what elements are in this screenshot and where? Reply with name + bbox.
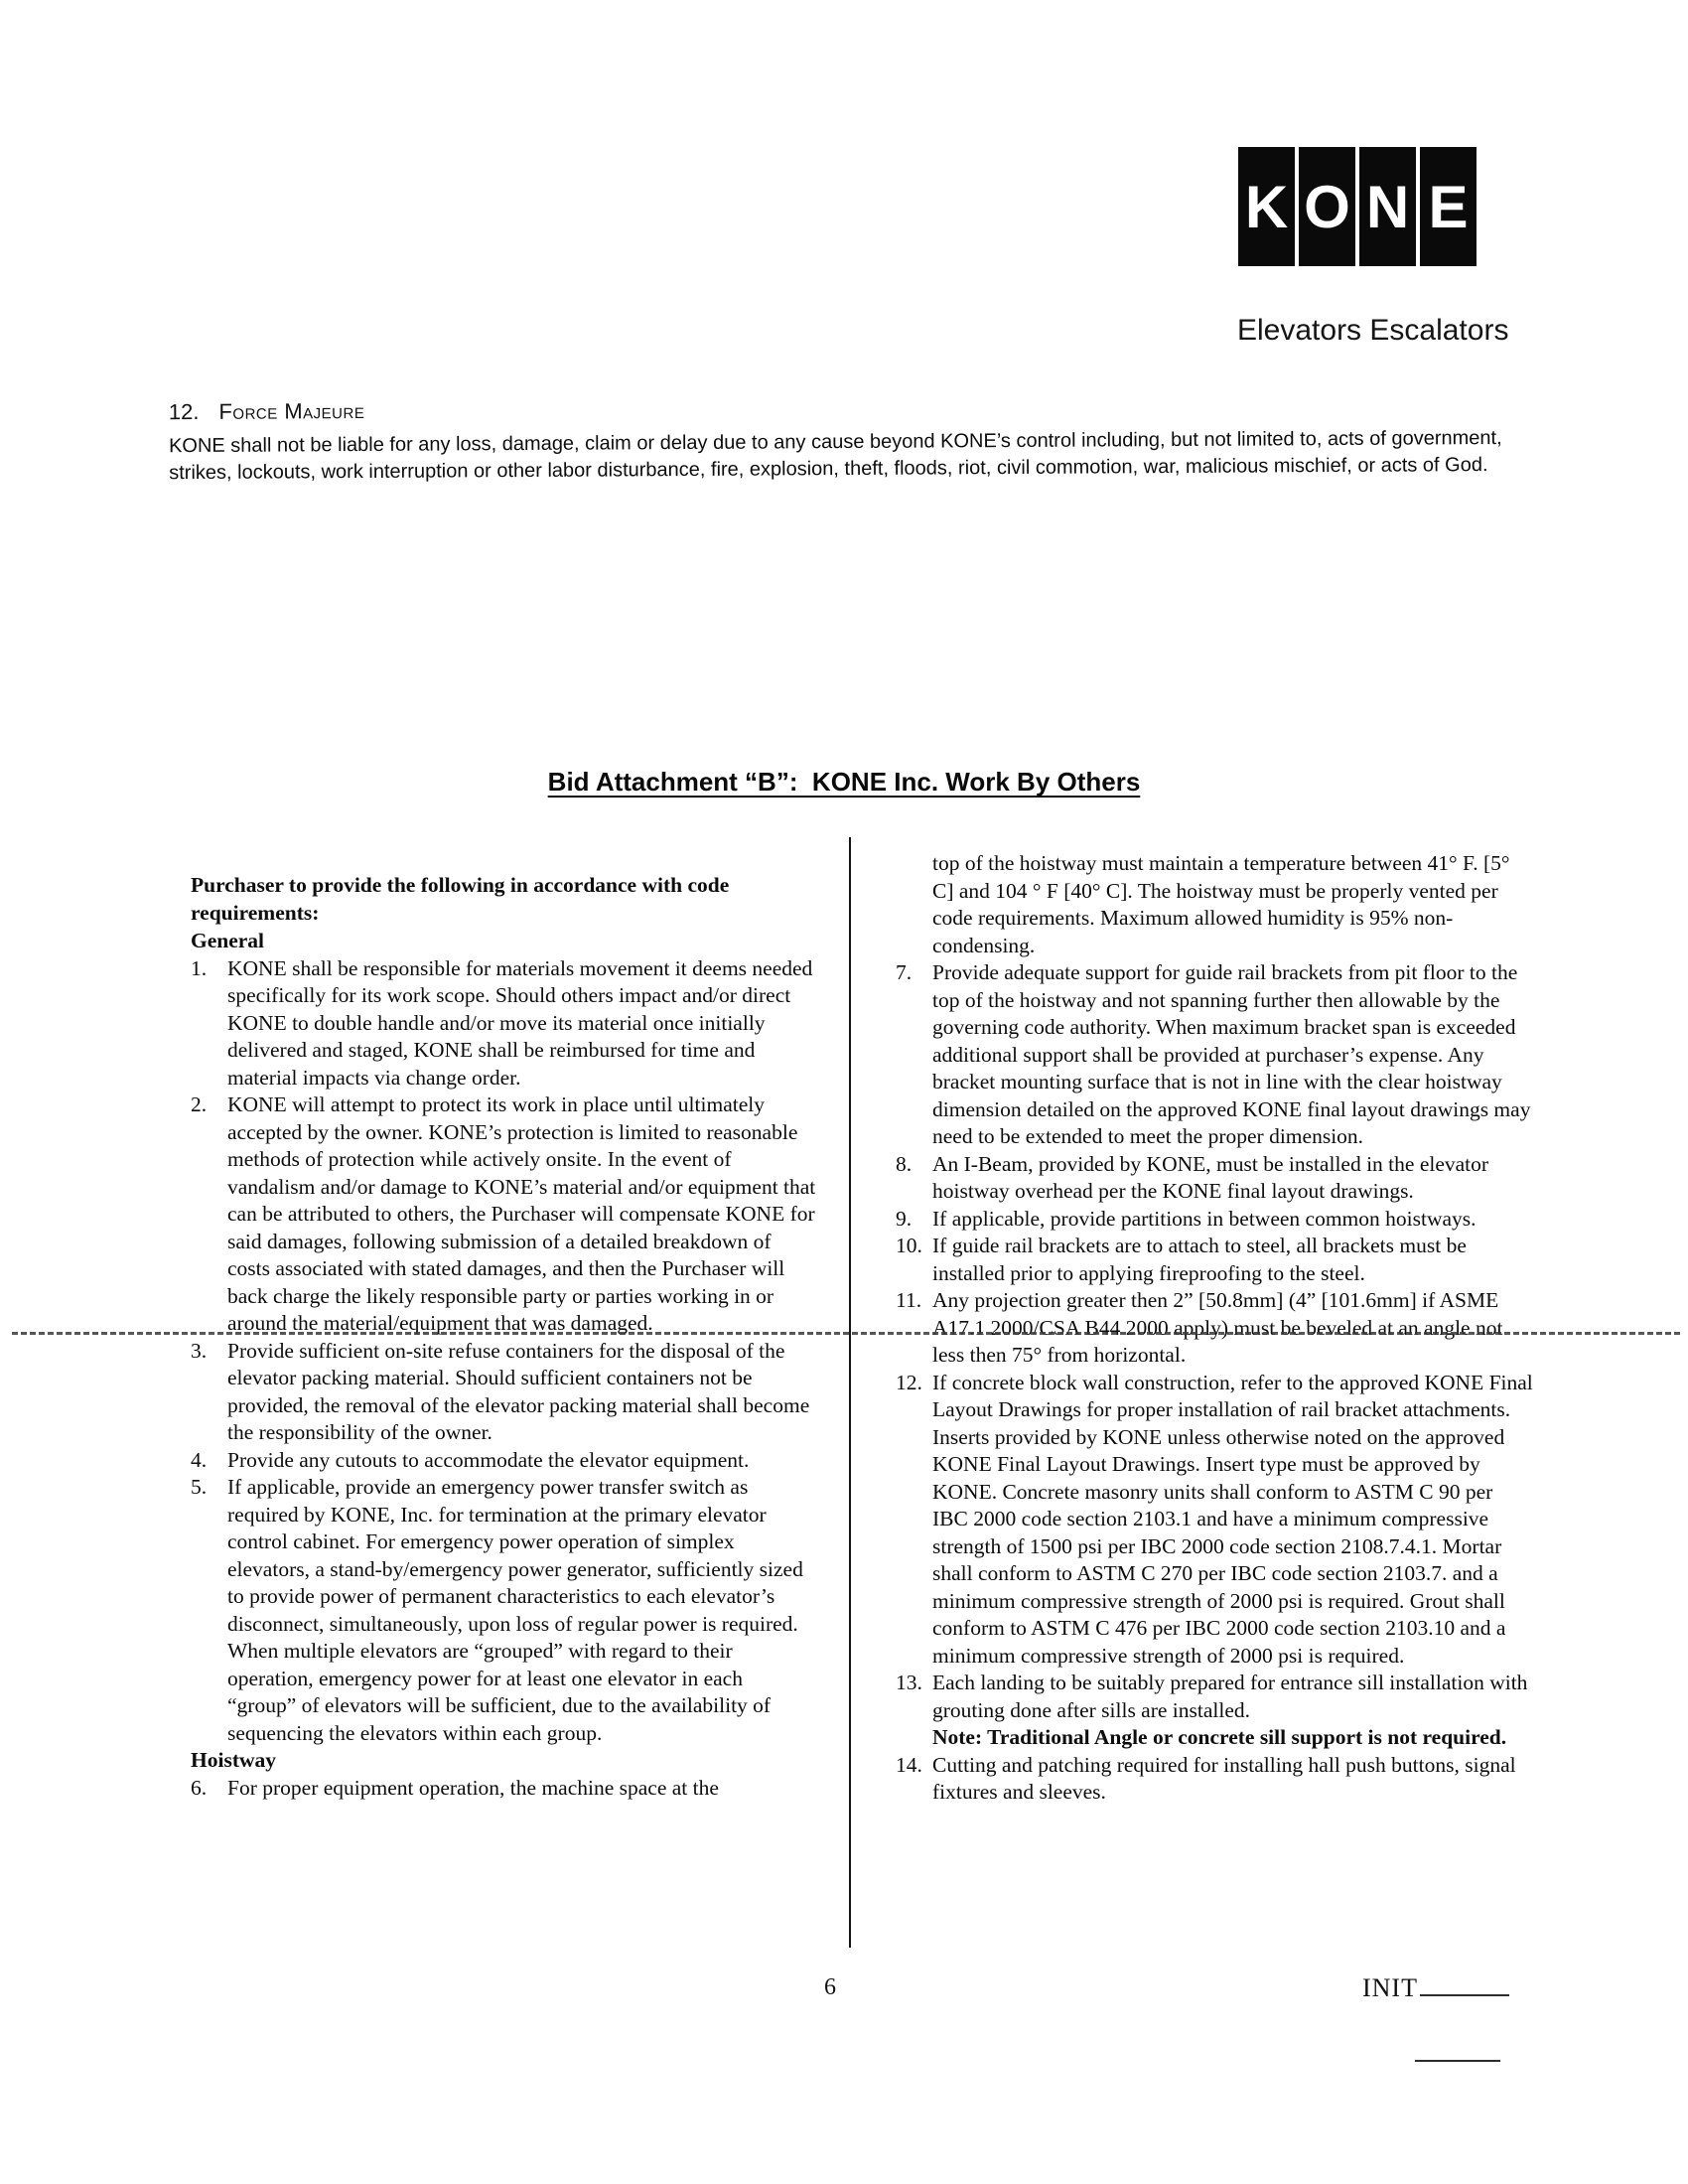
- right-column-items: [896, 850, 1533, 1807]
- logo-tagline: Elevators Escalators: [1237, 314, 1509, 347]
- logo-letter: K: [1244, 173, 1289, 240]
- item-text: Any projection greater then 2” [50.8mm] (4” [101.6mm] if ASME A17.1 2000/CSA B44 2000 apply) must be beveled at an angle not less then 75° from horizontal.: [932, 1288, 1503, 1367]
- list-item: [191, 1775, 816, 1803]
- item-number: 13.: [896, 1671, 922, 1694]
- force-majeure-section: [169, 391, 1535, 487]
- left-column-items: [191, 928, 816, 1802]
- item-note: Note: Traditional Angle or concrete sill support is not required.: [932, 1725, 1507, 1749]
- list-item: [191, 1092, 816, 1338]
- initials-blank-line: [1420, 1970, 1509, 1996]
- item-text: Cutting and patching required for installing hall push buttons, signal fixtures and sleeves.: [932, 1752, 1516, 1804]
- item-text: If applicable, provide partitions in between common hoistways.: [932, 1206, 1477, 1231]
- list-item: [896, 1752, 1533, 1807]
- force-majeure-heading: [169, 391, 1534, 425]
- item-text: Provide sufficient on-site refuse containers for the disposal of the elevator packing material. Should sufficient containers not be provided, the removal of the elevator packing material shall become the responsibility of the owner.: [227, 1338, 810, 1444]
- page-title: Bid Attachment “B”: KONE Inc. Work By Others: [547, 767, 1141, 797]
- list-item: [191, 1474, 816, 1747]
- logo-letter-block: [1420, 147, 1477, 266]
- item-text: KONE shall be responsible for materials movement it deems needed specifically for its work scope. Should others impact and/or direct KONE to double handle and/or move its material once initially delivered and staged, KONE shall be reimbursed for time and material impacts via change order.: [227, 955, 813, 1090]
- item-number: 2.: [191, 1092, 208, 1116]
- page-number: 6: [824, 1974, 836, 2000]
- item-number: 4.: [191, 1447, 208, 1472]
- list-item: [191, 1447, 816, 1475]
- item-text: An I-Beam, provided by KONE, must be installed in the elevator hoistway overhead per the KONE final layout drawings.: [932, 1151, 1489, 1203]
- list-item: [896, 1206, 1533, 1234]
- right-column: [896, 850, 1533, 1807]
- item-number: 1.: [191, 955, 208, 980]
- scan-artifact-dashed-line: [12, 1332, 1680, 1335]
- clause-title: Force Majeure: [218, 397, 365, 424]
- list-item: [896, 1151, 1533, 1206]
- item-text: top of the hoistway must maintain a temperature between 41° F. [5° C] and 104 ° F [40° C]. The hoistway must be properly vented per code requirements. Maximum allowed humidity is 95% non-condensing.: [932, 851, 1510, 957]
- list-item-continuation: [896, 850, 1533, 959]
- logo-letter: N: [1365, 173, 1410, 240]
- item-number: 8.: [896, 1151, 913, 1176]
- logo-letter-block: [1359, 147, 1416, 266]
- item-text: If concrete block wall construction, refer to the approved KONE Final Layout Drawings for proper installation of rail bracket attachments. Inserts provided by KONE unless otherwise noted on the approved KONE Final Layout Drawings. Insert type must be approved by KONE. Concrete masonry units shall conform to ASTM C 90 per IBC 2000 code section 2103.1 and have a minimum compressive strength of 1500 psi per IBC 2000 code section 2108.7.4.1. Mortar shall conform to ASTM C 270 per IBC code section 2103.7. and a minimum compressive strength of 2000 psi is required. Grout shall conform to ASTM C 476 per IBC 2000 code section 2103.10 and a minimum compressive strength of 2000 psi is required.: [932, 1370, 1533, 1668]
- item-text: For proper equipment operation, the machine space at the: [227, 1775, 719, 1800]
- kone-logo: [1238, 147, 1477, 266]
- section-heading: General: [191, 929, 265, 952]
- initials-label: INIT: [1362, 1973, 1418, 2002]
- logo-letter-block: [1299, 147, 1355, 266]
- list-item: [896, 1670, 1533, 1752]
- signature-short-line: [1415, 2060, 1500, 2062]
- item-number: 5.: [191, 1475, 208, 1499]
- item-text: If applicable, provide an emergency power transfer switch as required by KONE, Inc. for termination at the primary elevator control cabinet. For emergency power operation of simplex elevators, a stand-by/emergency power generator, sufficiently sized to provide power of permanent characteristics to each elevator’s disconnect, simultaneously, upon loss of regular power is required. When multiple elevators are “grouped” with regard to their operation, emergency power for at least one elevator in each “group” of elevators will be sufficient, due to the availability of sequencing the elevators within each group.: [227, 1475, 803, 1745]
- left-column: [191, 872, 816, 1802]
- item-number: 9.: [896, 1206, 913, 1231]
- item-number: 14.: [896, 1752, 922, 1777]
- item-text: Provide any cutouts to accommodate the elevator equipment.: [227, 1447, 750, 1472]
- logo-letter-block: [1238, 147, 1295, 266]
- item-number: 3.: [191, 1338, 208, 1363]
- force-majeure-body: KONE shall not be liable for any loss, damage, claim or delay due to any cause beyond KONE’s control including, but not limited to, acts of government, strikes, lockouts, work interruption or other labor disturbance, fire, explosion, theft, floods, riot, civil commotion, war, malicious mischief, or acts of God.: [168, 426, 1502, 485]
- list-item: [191, 1338, 816, 1447]
- list-item: [896, 1287, 1533, 1370]
- clause-number: 12.: [168, 399, 200, 425]
- list-item: [896, 959, 1533, 1151]
- list-item: [191, 955, 816, 1092]
- intro-heading: Purchaser to provide the following in accordance with code requirements:: [191, 873, 730, 925]
- item-number: 7.: [896, 960, 913, 984]
- section-heading: Hoistway: [191, 1748, 276, 1772]
- logo-letter: E: [1428, 173, 1469, 240]
- column-divider-line: [849, 837, 851, 1948]
- item-text: Each landing to be suitably prepared for entrance sill installation with grouting done after sills are installed.: [932, 1671, 1528, 1722]
- list-item: [896, 1370, 1533, 1671]
- initials-field: [1362, 1970, 1509, 2003]
- item-text: KONE will attempt to protect its work in place until ultimately accepted by the owner. KONE’s protection is limited to reasonable methods of protection while actively onsite. In the event of vandalism and/or damage to KONE’s material and/or equipment that can be attributed to others, the Purchaser will compensate KONE for said damages, following submission of a detailed breakdown of costs associated with stated damages, and then the Purchaser will back charge the likely responsible party or parties working in or around the material/equipment that was damaged.: [227, 1092, 816, 1335]
- item-number: 12.: [896, 1370, 922, 1394]
- list-item: [896, 1233, 1533, 1287]
- logo-letter: O: [1304, 173, 1350, 240]
- item-text: If guide rail brackets are to attach to steel, all brackets must be installed prior to applying fireproofing to the steel.: [932, 1234, 1467, 1285]
- item-text: Provide adequate support for guide rail brackets from pit floor to the top of the hoistway and not spanning further then allowable by the governing code authority. When maximum bracket span is exceeded additional support shall be provided at purchaser’s expense. Any bracket mounting surface that is not in line with the clear hoistway dimension detailed on the approved KONE final layout drawings may need to be extended to meet the proper dimension.: [932, 960, 1531, 1148]
- item-number: 11.: [896, 1288, 922, 1312]
- item-number: 6.: [191, 1775, 208, 1800]
- item-number: 10.: [896, 1234, 922, 1257]
